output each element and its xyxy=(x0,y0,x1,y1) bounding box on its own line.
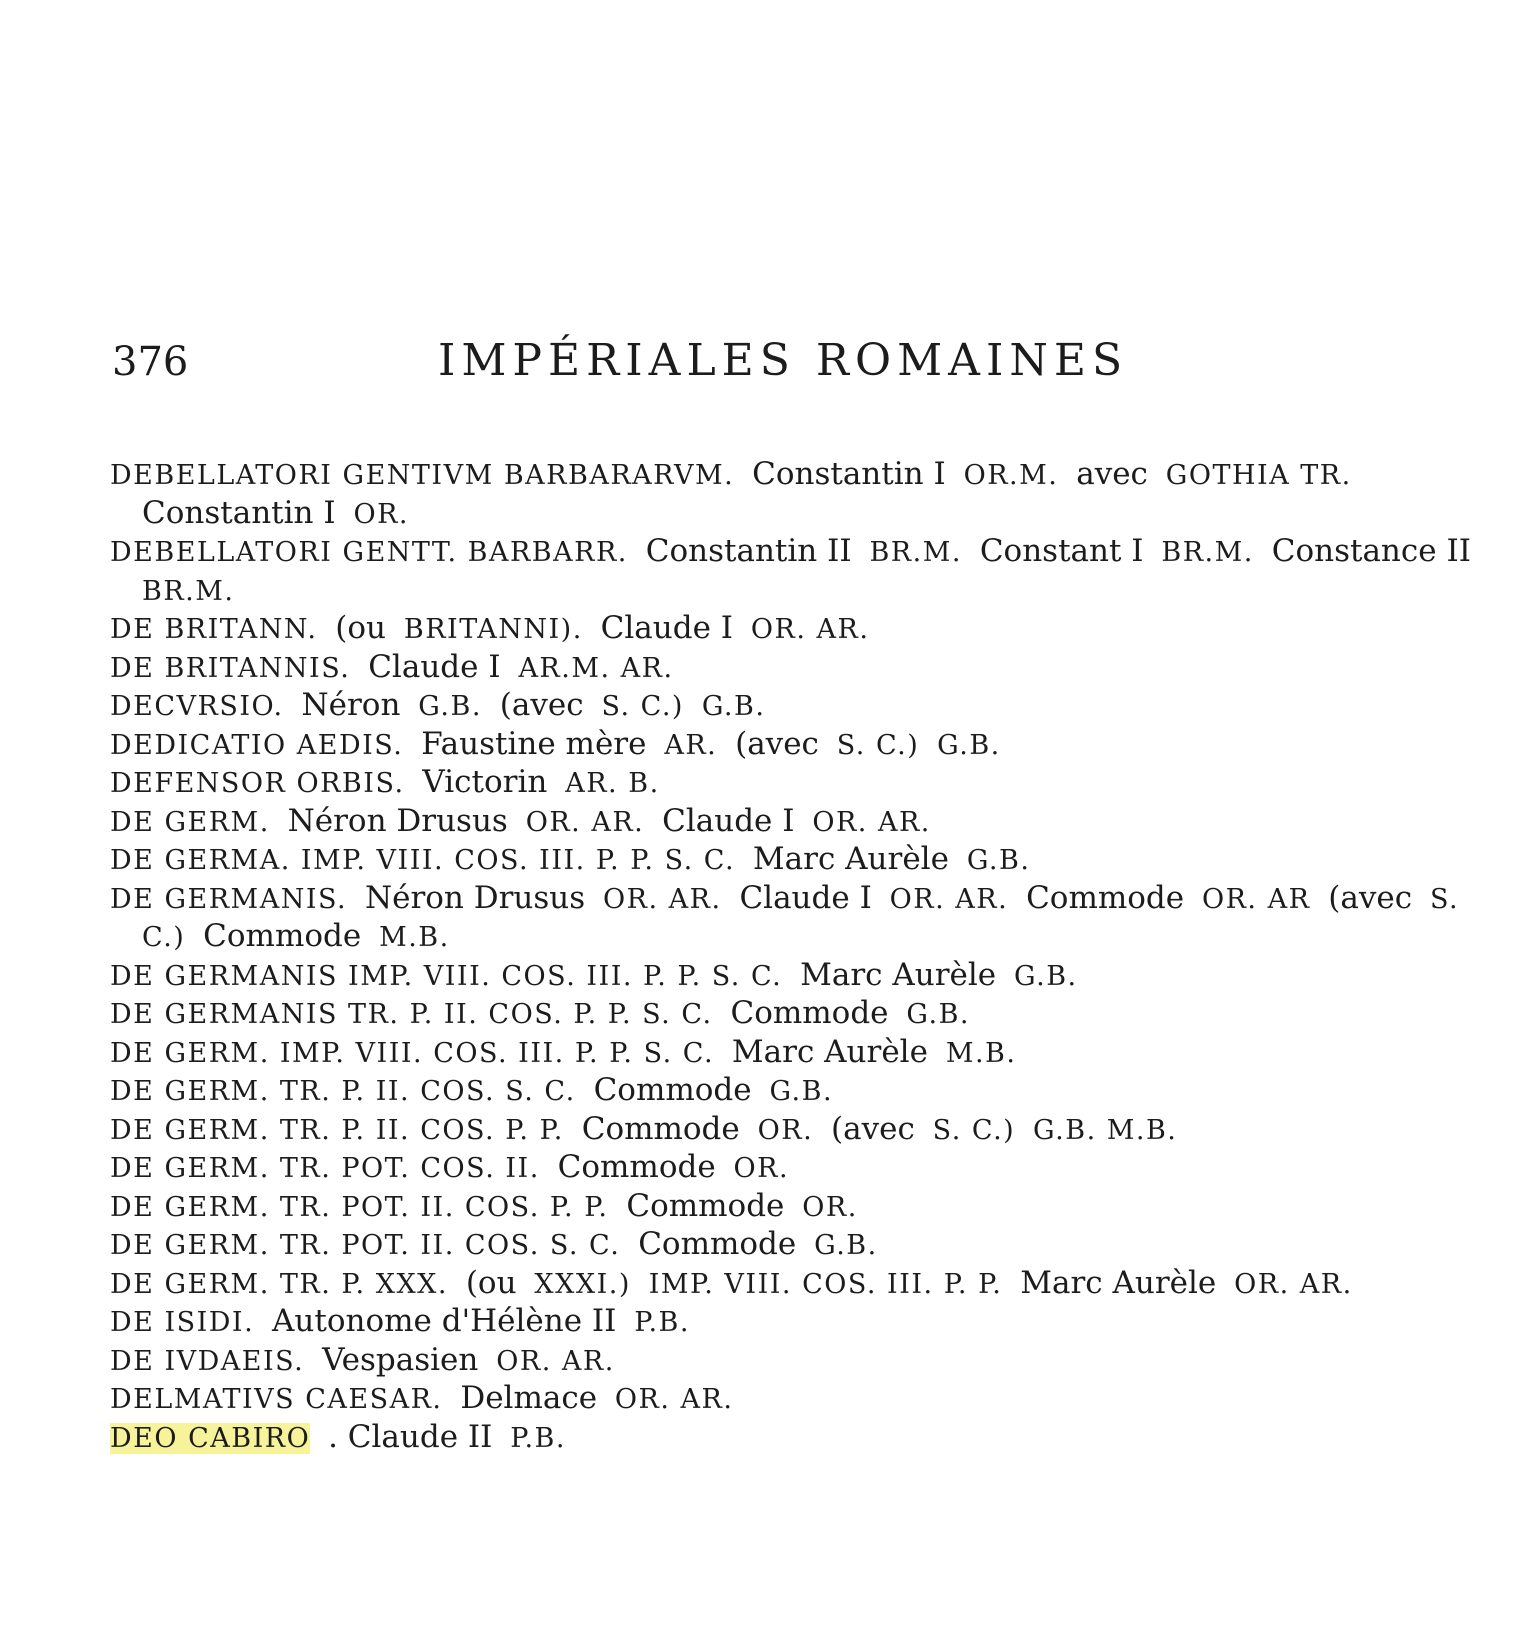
index-entry xyxy=(110,1419,1500,1458)
legend-inscription: DE GERM. TR. P. XXX. xyxy=(110,1268,448,1300)
entry-text: Commode xyxy=(557,1149,716,1185)
legend-inscription: OR. xyxy=(733,1153,790,1184)
index-entry xyxy=(110,995,1500,1034)
legend-inscription: DE BRITANNIS. xyxy=(110,652,351,684)
index-entry xyxy=(110,1303,1500,1342)
legend-inscription: BR.M. xyxy=(869,537,962,568)
index-entry xyxy=(110,1342,1500,1381)
legend-inscription: DE GERM. TR. POT. II. COS. P. P. xyxy=(110,1191,609,1223)
legend-inscription: DE BRITANN. xyxy=(110,614,318,645)
legend-inscription: DE GERMANIS. xyxy=(110,883,348,915)
index-entry xyxy=(110,1111,1500,1150)
entry-text: Commode xyxy=(593,1072,752,1108)
legend-inscription: AR.M. AR. xyxy=(518,652,674,684)
legend-inscription: P.B. xyxy=(634,1307,690,1338)
entry-text: (avec xyxy=(735,725,819,762)
entry-text: Claude I xyxy=(739,879,872,916)
legend-inscription: OR. xyxy=(353,498,410,530)
entry-text: Constantin I xyxy=(142,494,336,531)
entry-text: Constance II xyxy=(1271,533,1471,569)
legend-inscription: S. C.) xyxy=(932,1114,1016,1146)
index-entry xyxy=(110,1188,1500,1227)
entry-text: Faustine mère xyxy=(421,725,647,762)
legend-inscription: BR.M. xyxy=(1161,537,1254,568)
legend-inscription: DECVRSIO. xyxy=(110,691,284,722)
legend-inscription: DE ISIDI. xyxy=(110,1307,255,1338)
legend-inscription: S. C.) xyxy=(601,691,684,722)
legend-inscription: M.B. xyxy=(379,922,450,953)
index-entry xyxy=(110,1072,1500,1111)
index-entry xyxy=(110,726,1500,765)
legend-inscription: OR. AR. xyxy=(496,1345,615,1377)
entry-text: Victorin xyxy=(422,764,548,800)
index-entry xyxy=(110,649,1500,688)
entry-text: Delmace xyxy=(460,1380,598,1416)
legend-inscription: G.B. xyxy=(769,1076,834,1107)
legend-inscription: AR. B. xyxy=(565,768,660,799)
legend-inscription: G.B. xyxy=(418,691,482,722)
legend-inscription: GOTHIA TR. xyxy=(1165,460,1352,491)
entry-text: Commode xyxy=(581,1110,740,1147)
index-entry xyxy=(110,1265,1500,1304)
entry-text: Marc Aurèle xyxy=(752,841,949,877)
legend-inscription: DEDICATIO AEDIS. xyxy=(110,729,404,761)
legend-inscription: G.B. xyxy=(937,729,1001,761)
index-entry xyxy=(110,1149,1500,1188)
legend-inscription: P.B. xyxy=(510,1422,566,1454)
legend-inscription: XXXI.) xyxy=(534,1268,631,1300)
legend-inscription: BR.M. xyxy=(142,575,235,607)
legend-inscription: OR. AR. xyxy=(889,883,1009,915)
legend-inscription: G.B. xyxy=(1014,960,1078,992)
legend-inscription: OR. xyxy=(757,1114,814,1146)
legend-inscription: DE GERM. TR. POT. COS. II. xyxy=(110,1153,540,1184)
entry-text: Claude I xyxy=(368,648,501,685)
legend-inscription: OR. AR. xyxy=(1234,1268,1353,1300)
entry-text: Commode xyxy=(730,995,889,1031)
entry-text: Marc Aurèle xyxy=(800,956,997,993)
legend-inscription: M.B. xyxy=(945,1037,1017,1069)
legend-inscription: DE GERMA. IMP. VIII. COS. III. P. P. S. C. xyxy=(110,845,736,876)
entry-text: Constantin I xyxy=(752,456,946,492)
entry-text: (ou xyxy=(465,1264,517,1301)
page-header xyxy=(0,335,1536,385)
entry-text: Néron Drusus xyxy=(364,879,586,916)
entry-text: Constant I xyxy=(979,533,1144,569)
legend-inscription: DE GERMANIS IMP. VIII. COS. III. P. P. S. C. xyxy=(110,960,783,992)
entry-text: Claude I xyxy=(600,610,734,646)
legend-inscription: DE IVDAEIS. xyxy=(110,1345,305,1377)
legend-inscription: S. C.) xyxy=(836,729,920,761)
index-entry xyxy=(110,803,1500,842)
legend-inscription: DE GERM. TR. P. II. COS. S. C. xyxy=(110,1076,576,1107)
entry-text: Autonome d'Hélène II xyxy=(272,1303,617,1339)
entry-text: Commode xyxy=(638,1226,797,1262)
index-entry xyxy=(110,1034,1500,1073)
legend-inscription: DEFENSOR ORBIS. xyxy=(110,768,405,799)
page-number: 376 xyxy=(112,339,189,385)
legend-inscription: DEBELLATORI GENTIVM BARBARARVM. xyxy=(110,460,735,491)
legend-inscription: G.B. xyxy=(966,845,1031,876)
legend-inscription: BRITANNI). xyxy=(403,614,583,645)
entry-text: Néron xyxy=(301,687,401,723)
entry-text: Commode xyxy=(203,918,362,954)
index-entry xyxy=(110,841,1500,880)
index-entry xyxy=(110,456,1500,533)
entry-list xyxy=(110,456,1500,1457)
legend-inscription: OR. AR. xyxy=(614,1384,734,1415)
legend-inscription: OR. xyxy=(802,1191,858,1223)
entry-text: (avec xyxy=(1328,879,1413,916)
entry-text: (ou xyxy=(335,610,387,646)
legend-inscription: IMP. VIII. COS. III. P. P. xyxy=(648,1268,1003,1300)
legend-inscription: DE GERM. TR. POT. II. COS. S. C. xyxy=(110,1230,621,1261)
entry-text: avec xyxy=(1076,456,1148,492)
legend-inscription: OR. AR. xyxy=(603,883,722,915)
running-title: IMPÉRIALES ROMAINES xyxy=(438,335,1129,386)
legend-inscription: OR. AR. xyxy=(812,806,931,838)
entry-text: Néron Drusus xyxy=(287,802,508,839)
legend-inscription: G.B. xyxy=(814,1230,878,1261)
entry-text: Commode xyxy=(626,1187,785,1224)
index-entry xyxy=(110,880,1500,957)
legend-inscription: G.B. M.B. xyxy=(1033,1114,1178,1146)
legend-inscription: DE GERM. IMP. VIII. COS. III. P. P. S. C. xyxy=(110,1037,715,1069)
index-entry xyxy=(110,1380,1500,1419)
entry-text: (avec xyxy=(499,687,584,723)
index-entry xyxy=(110,957,1500,996)
legend-inscription: DEBELLATORI GENTT. BARBARR. xyxy=(110,537,628,568)
index-entry xyxy=(110,687,1500,726)
index-entry xyxy=(110,1226,1500,1265)
entry-text: Constantin II xyxy=(645,533,852,569)
legend-inscription: DELMATIVS CAESAR. xyxy=(110,1384,443,1415)
entry-text: Claude I xyxy=(662,802,795,839)
legend-inscription: G.B. xyxy=(701,691,766,722)
legend-inscription: OR. AR. xyxy=(525,806,645,838)
entry-text: Commode xyxy=(1026,879,1185,916)
entry-text: . Claude II xyxy=(328,1418,493,1455)
index-entry xyxy=(110,610,1500,649)
legend-inscription: OR. AR xyxy=(1201,883,1311,915)
legend-inscription: DE GERM. xyxy=(110,806,270,838)
legend-inscription: OR. AR. xyxy=(750,614,870,645)
index-entry xyxy=(110,533,1500,610)
legend-inscription: AR. xyxy=(664,729,718,761)
index-entry xyxy=(110,764,1500,803)
legend-inscription: OR.M. xyxy=(963,460,1059,491)
legend-inscription: G.B. xyxy=(906,999,970,1030)
entry-text: Marc Aurèle xyxy=(1020,1264,1217,1301)
legend-inscription: DE GERMANIS TR. P. II. COS. P. P. S. C. xyxy=(110,999,713,1030)
legend-inscription: S. C.) xyxy=(142,883,1460,953)
entry-text: Vespasien xyxy=(322,1341,479,1378)
entry-text: (avec xyxy=(831,1110,915,1147)
legend-inscription: DEO CABIRO xyxy=(110,1422,311,1454)
entry-text: Marc Aurèle xyxy=(731,1033,928,1070)
legend-inscription: DE GERM. TR. P. II. COS. P. P. xyxy=(110,1114,564,1146)
